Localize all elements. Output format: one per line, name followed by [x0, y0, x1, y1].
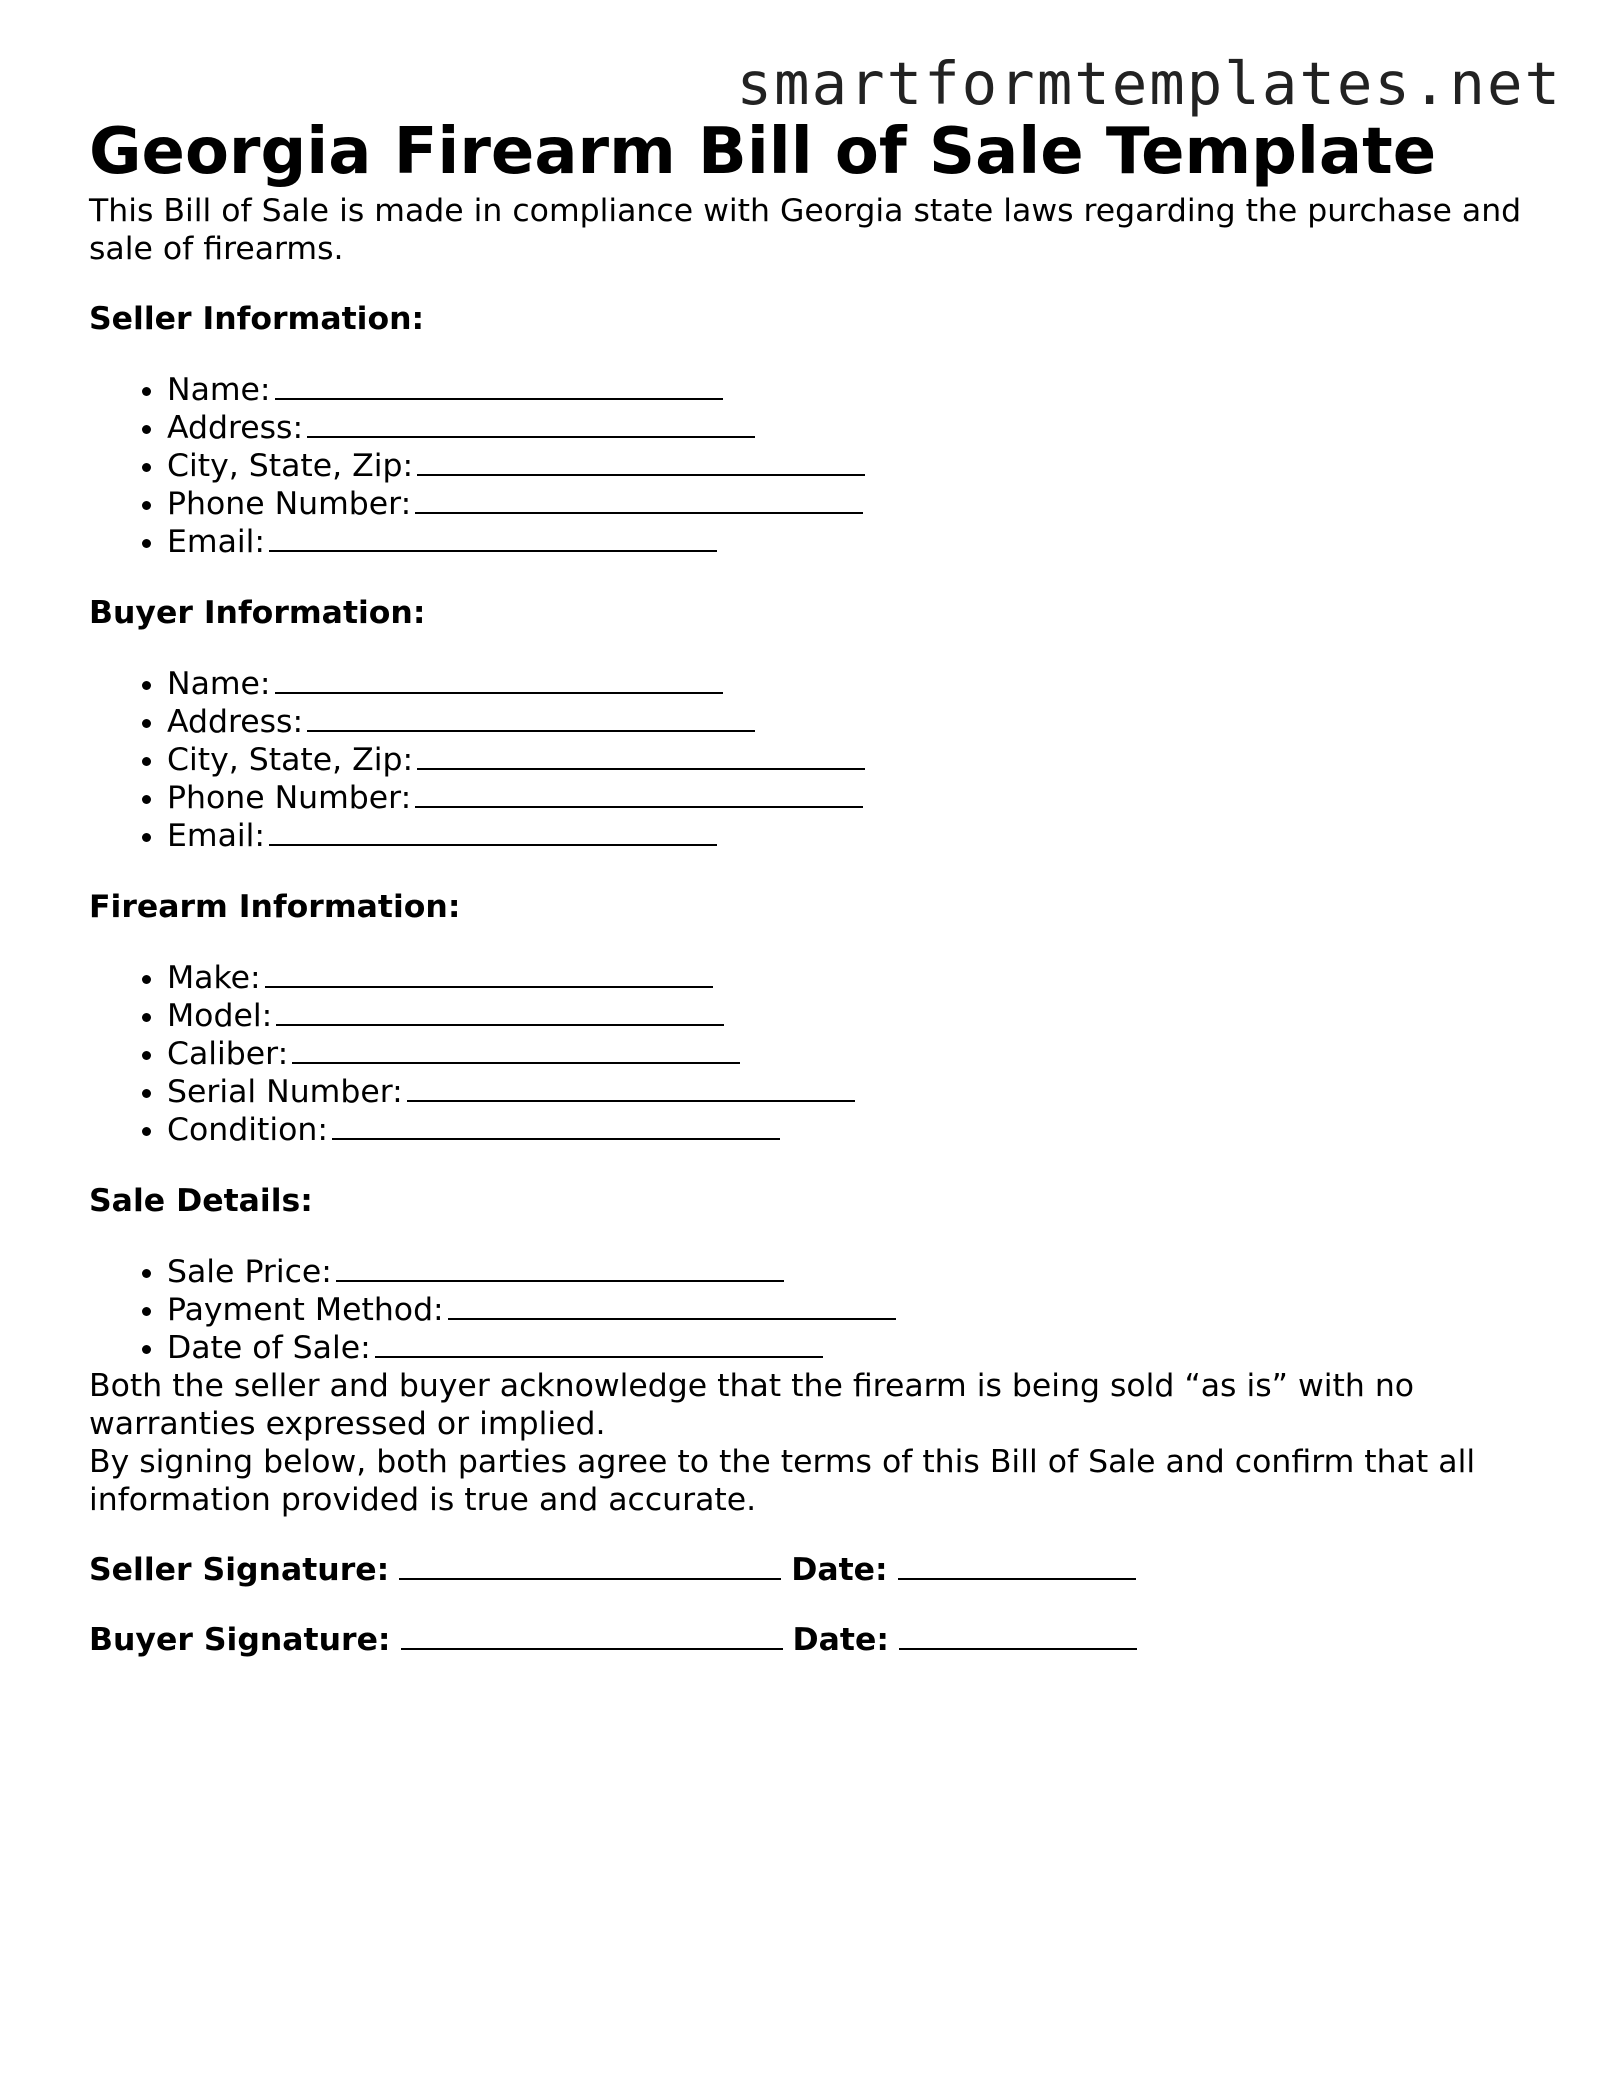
list-item	[167, 741, 1529, 779]
seller-signature-label: Seller Signature:	[89, 1552, 390, 1588]
field-label: Name:	[167, 666, 271, 702]
list-item	[167, 409, 1529, 447]
intro-paragraph: This Bill of Sale is made in compliance with Georgia state laws regarding the purchase and sale of firearms.	[89, 193, 1522, 267]
firearm-condition-blank[interactable]	[332, 1111, 780, 1140]
buyer-name-blank[interactable]	[275, 665, 723, 694]
field-label: Date of Sale:	[167, 1330, 371, 1366]
date-of-sale-blank[interactable]	[375, 1329, 823, 1358]
sale-section-heading: Sale Details:	[89, 1183, 313, 1219]
seller-phone-blank[interactable]	[415, 485, 863, 514]
buyer-address-blank[interactable]	[307, 703, 755, 732]
list-item	[167, 447, 1529, 485]
field-label: Payment Method:	[167, 1292, 444, 1328]
firearm-field-list	[89, 959, 1529, 1149]
seller-city-state-zip-blank[interactable]	[417, 447, 865, 476]
field-label: Sale Price:	[167, 1254, 332, 1290]
list-item	[167, 959, 1529, 997]
list-item	[167, 1035, 1529, 1073]
list-item	[167, 1329, 1529, 1367]
field-label: City, State, Zip:	[167, 448, 414, 484]
buyer-city-state-zip-blank[interactable]	[417, 741, 865, 770]
seller-name-blank[interactable]	[275, 371, 723, 400]
buyer-section-heading: Buyer Information:	[89, 595, 426, 631]
field-label: Phone Number:	[167, 486, 412, 522]
seller-section-heading: Seller Information:	[89, 301, 425, 337]
buyer-date-label: Date:	[792, 1622, 889, 1658]
list-item	[167, 703, 1529, 741]
field-label: Email:	[167, 818, 266, 854]
list-item	[167, 1253, 1529, 1291]
firearm-section-heading: Firearm Information:	[89, 889, 461, 925]
seller-signature-blank[interactable]	[399, 1551, 781, 1580]
page-title: Georgia Firearm Bill of Sale Template	[89, 115, 1437, 189]
sale-field-list	[89, 1253, 1529, 1367]
acknowledgement-paragraph: Both the seller and buyer acknowledge that the firearm is being sold “as is” with no warranties expressed or implied.	[89, 1368, 1415, 1442]
list-item	[167, 817, 1529, 855]
buyer-signature-line	[89, 1621, 1529, 1659]
seller-signature-line	[89, 1551, 1529, 1589]
buyer-date-blank[interactable]	[899, 1621, 1137, 1650]
buyer-field-list	[89, 665, 1529, 855]
field-label: Address:	[167, 410, 304, 446]
firearm-serial-number-blank[interactable]	[407, 1073, 855, 1102]
field-label: Name:	[167, 372, 271, 408]
buyer-email-blank[interactable]	[269, 817, 717, 846]
field-label: Model:	[167, 998, 273, 1034]
seller-date-blank[interactable]	[898, 1551, 1136, 1580]
seller-field-list	[89, 371, 1529, 561]
field-label: Email:	[167, 524, 266, 560]
document-body	[89, 112, 1529, 1659]
seller-email-blank[interactable]	[269, 523, 717, 552]
seller-date-label: Date:	[791, 1552, 888, 1588]
list-item	[167, 1073, 1529, 1111]
field-label: Address:	[167, 704, 304, 740]
list-item	[167, 779, 1529, 817]
firearm-make-blank[interactable]	[265, 959, 713, 988]
seller-address-blank[interactable]	[307, 409, 755, 438]
list-item	[167, 1111, 1529, 1149]
list-item	[167, 665, 1529, 703]
watermark: smartformtemplates.net	[736, 49, 1562, 118]
list-item	[167, 523, 1529, 561]
list-item	[167, 997, 1529, 1035]
buyer-signature-blank[interactable]	[401, 1621, 783, 1650]
firearm-model-blank[interactable]	[276, 997, 724, 1026]
payment-method-blank[interactable]	[448, 1291, 896, 1320]
agreement-paragraph: By signing below, both parties agree to the terms of this Bill of Sale and confirm that all information provided is true and accurate.	[89, 1444, 1476, 1518]
field-label: Phone Number:	[167, 780, 412, 816]
firearm-caliber-blank[interactable]	[292, 1035, 740, 1064]
buyer-signature-label: Buyer Signature:	[89, 1622, 391, 1658]
list-item	[167, 1291, 1529, 1329]
field-label: City, State, Zip:	[167, 742, 414, 778]
field-label: Condition:	[167, 1112, 328, 1148]
field-label: Make:	[167, 960, 261, 996]
sale-price-blank[interactable]	[336, 1253, 784, 1282]
buyer-phone-blank[interactable]	[415, 779, 863, 808]
field-label: Serial Number:	[167, 1074, 403, 1110]
field-label: Caliber:	[167, 1036, 289, 1072]
list-item	[167, 485, 1529, 523]
list-item	[167, 371, 1529, 409]
